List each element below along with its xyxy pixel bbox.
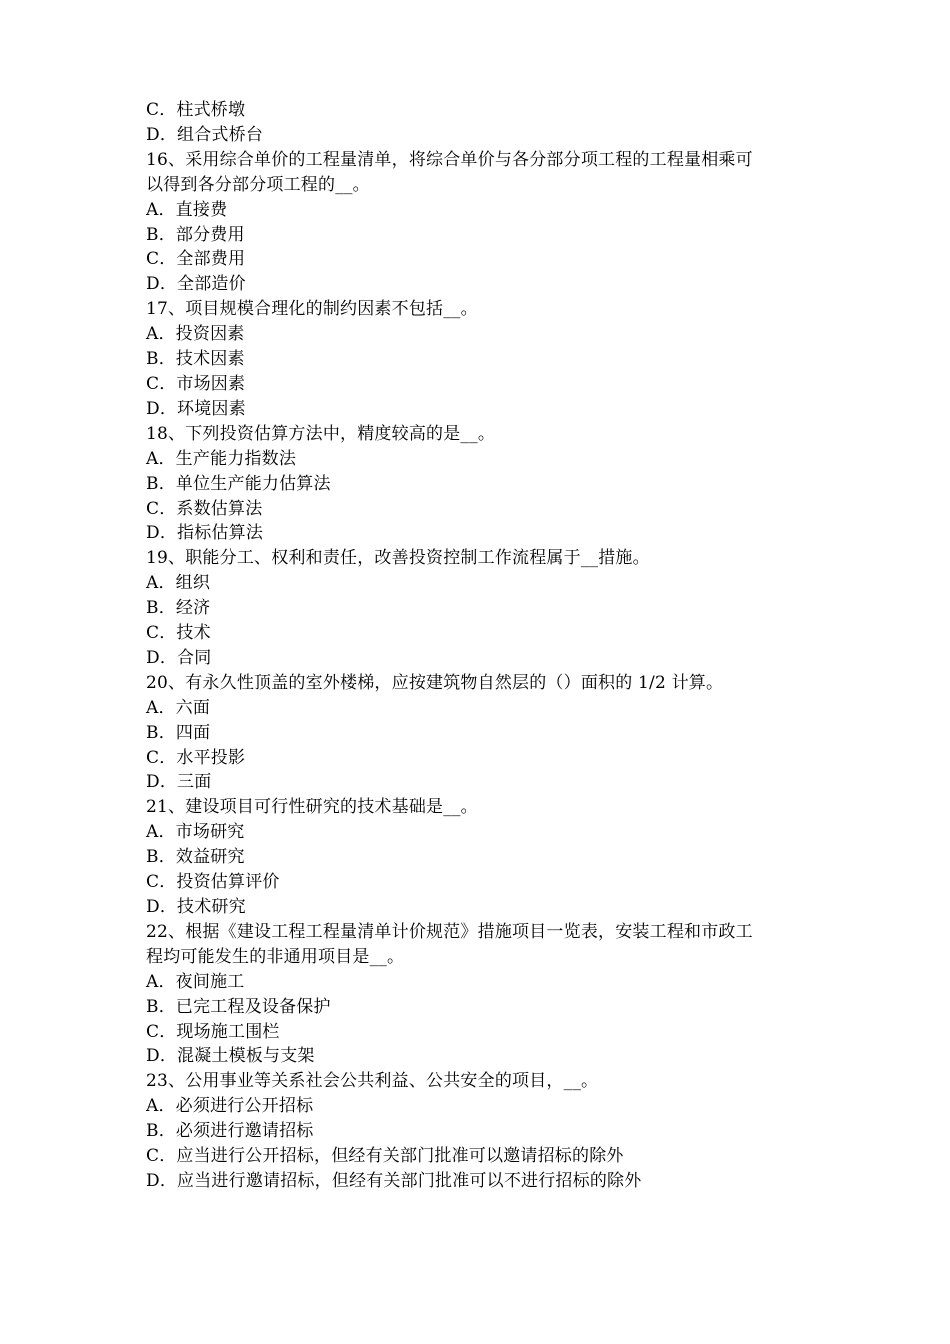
answer-option: C．应当进行公开招标，但经有关部门批准可以邀请招标的除外	[146, 1146, 624, 1167]
answer-option: D．组合式桥台	[146, 124, 264, 145]
answer-option: B．部分费用	[146, 224, 245, 245]
answer-option: D．环境因素	[146, 398, 246, 419]
answer-option: B．必须进行邀请招标	[146, 1121, 314, 1142]
answer-option: B．经济	[146, 598, 211, 619]
answer-option: A．生产能力指数法	[146, 448, 297, 469]
answer-option: A．六面	[146, 697, 211, 718]
answer-option: D．技术研究	[146, 897, 246, 917]
answer-option: A．投资因素	[146, 324, 245, 345]
answer-option: C．柱式桥墩	[146, 100, 246, 120]
answer-option: A．市场研究	[146, 822, 245, 843]
answer-option: B．四面	[146, 722, 211, 743]
answer-option: D．全部造价	[146, 274, 246, 295]
answer-option: C．全部费用	[146, 249, 246, 270]
answer-option: D．合同	[146, 647, 212, 668]
answer-option: B．效益研究	[146, 847, 245, 868]
question-stem: 20、有永久性顶盖的室外楼梯，应按建筑物自然层的（）面积的 1/2 计算。	[146, 672, 724, 693]
question-stem: 18、下列投资估算方法中，精度较高的是__。	[146, 423, 496, 444]
answer-option: C．市场因素	[146, 373, 246, 394]
answer-option: C．技术	[146, 623, 211, 644]
answer-option: D．应当进行邀请招标，但经有关部门批准可以不进行招标的除外	[146, 1170, 642, 1191]
answer-option: C．投资估算评价	[146, 872, 280, 893]
answer-option: C．水平投影	[146, 747, 246, 768]
question-stem: 22、根据《建设工程工程量清单计价规范》措施项目一览表，安装工程和市政工	[146, 921, 753, 942]
answer-option: B．已完工程及设备保护	[146, 996, 331, 1017]
question-stem: 17、项目规模合理化的制约因素不包括__。	[146, 299, 478, 320]
answer-option: C．现场施工围栏	[146, 1021, 280, 1042]
answer-option: A．直接费	[146, 199, 228, 220]
answer-option: D．三面	[146, 772, 212, 793]
answer-option: B．技术因素	[146, 349, 245, 370]
answer-option: C．系数估算法	[146, 498, 263, 519]
question-stem: 19、职能分工、权利和责任，改善投资控制工作流程属于__措施。	[146, 548, 650, 569]
question-stem-continuation: 程均可能发生的非通用项目是__。	[146, 946, 405, 967]
answer-option: A．必须进行公开招标	[146, 1096, 314, 1117]
question-stem-continuation: 以得到各分部分项工程的__。	[146, 174, 370, 195]
question-stem: 23、公用事业等关系社会公共利益、公共安全的项目，__。	[146, 1071, 599, 1092]
answer-option: B．单位生产能力估算法	[146, 473, 331, 494]
document-page	[146, 98, 826, 1194]
answer-option: A．组织	[146, 573, 211, 594]
question-stem: 21、建设项目可行性研究的技术基础是__。	[146, 797, 478, 818]
answer-option: A．夜间施工	[146, 971, 245, 992]
answer-option: D．混凝土模板与支架	[146, 1046, 315, 1067]
question-stem: 16、采用综合单价的工程量清单，将综合单价与各分部分项工程的工程量相乘可	[146, 149, 753, 170]
answer-option: D．指标估算法	[146, 523, 264, 544]
